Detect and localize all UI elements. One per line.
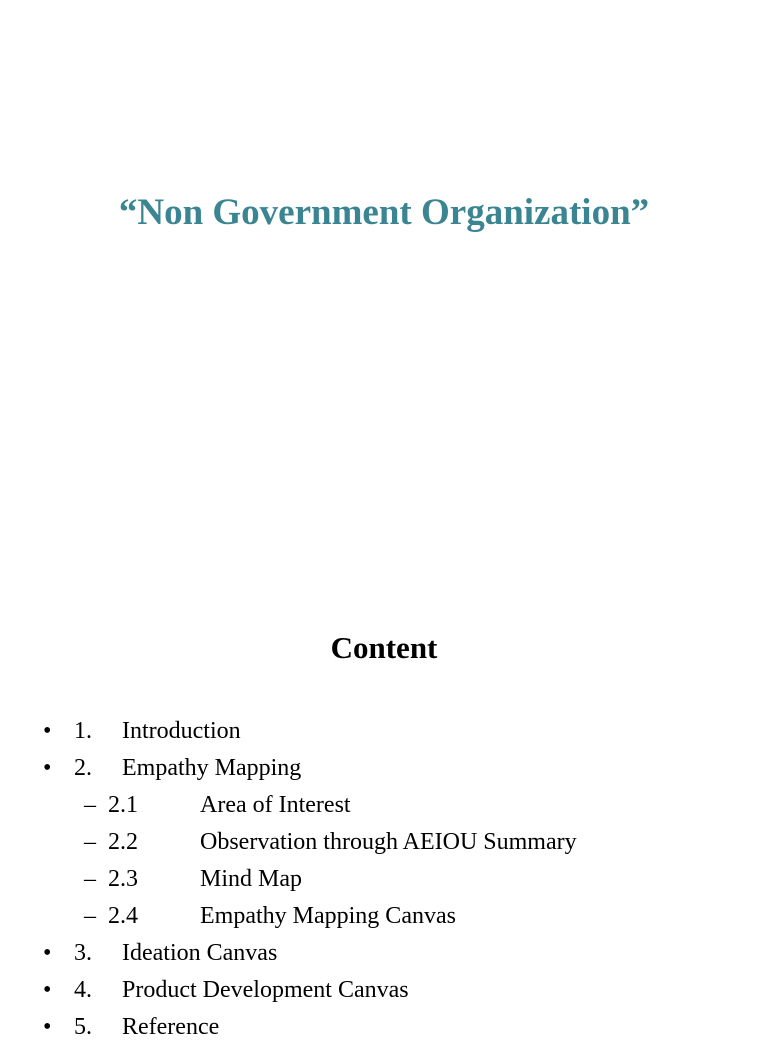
toc-item-label: Observation through AEIOU Summary <box>200 829 577 855</box>
slide-title: “Non Government Organization” <box>118 192 650 233</box>
dash-marker: – <box>84 829 96 855</box>
bullet-marker: • <box>43 977 52 1003</box>
toc-item-number: 1. <box>74 718 92 744</box>
toc-item-label: Mind Map <box>200 866 302 892</box>
toc-item-number: 2. <box>74 755 92 781</box>
toc-item-number: 4. <box>74 977 92 1003</box>
toc-item-reference <box>0 1009 768 1046</box>
toc-item-empathy-mapping <box>0 750 768 787</box>
toc-item-number: 5. <box>74 1014 92 1040</box>
content-heading: Content <box>330 630 438 665</box>
table-of-contents <box>0 713 768 1046</box>
toc-item-number: 2.3 <box>108 866 138 892</box>
toc-subitem-aeiou-summary <box>0 824 768 861</box>
bullet-marker: • <box>43 1014 52 1040</box>
toc-item-number: 2.1 <box>108 792 138 818</box>
toc-item-number: 2.2 <box>108 829 138 855</box>
bullet-marker: • <box>43 755 52 781</box>
dash-marker: – <box>84 792 96 818</box>
toc-item-label: Empathy Mapping Canvas <box>200 903 456 929</box>
toc-item-label: Empathy Mapping <box>122 755 302 781</box>
toc-item-label: Introduction <box>122 718 241 744</box>
toc-item-introduction <box>0 713 768 750</box>
toc-item-label: Ideation Canvas <box>122 940 278 966</box>
toc-subitem-mind-map <box>0 861 768 898</box>
toc-item-number: 2.4 <box>108 903 138 929</box>
toc-item-product-development-canvas <box>0 972 768 1009</box>
toc-item-number: 3. <box>74 940 92 966</box>
dash-marker: – <box>84 903 96 929</box>
bullet-marker: • <box>43 940 52 966</box>
toc-subitem-area-of-interest <box>0 787 768 824</box>
toc-item-label: Area of Interest <box>200 792 351 818</box>
toc-subitem-empathy-mapping-canvas <box>0 898 768 935</box>
toc-item-label: Reference <box>122 1014 220 1040</box>
bullet-marker: • <box>43 718 52 744</box>
toc-item-label: Product Development Canvas <box>122 977 409 1003</box>
dash-marker: – <box>84 866 96 892</box>
toc-item-ideation-canvas <box>0 935 768 972</box>
